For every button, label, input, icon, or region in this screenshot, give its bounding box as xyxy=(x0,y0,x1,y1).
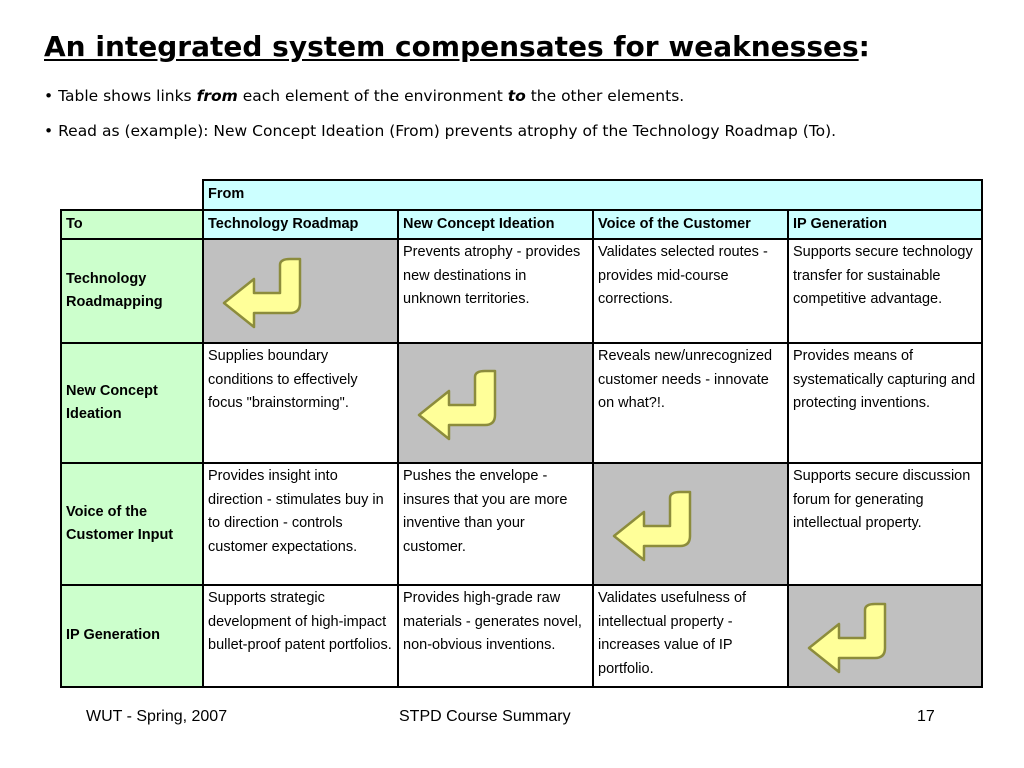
table-cell: Provides high-grade raw materials - generates novel, non-obvious inventions. xyxy=(398,585,593,687)
return-arrow-icon xyxy=(793,596,913,676)
table-row xyxy=(61,463,982,585)
slide-title-colon: : xyxy=(858,30,870,63)
column-header-new-concept-ideation: New Concept Ideation xyxy=(398,210,593,239)
column-header-row xyxy=(61,210,982,239)
footer-course: WUT - Spring, 2007 xyxy=(86,708,228,725)
table-cell: Supports secure discussion forum for generating intellectual property. xyxy=(788,463,982,585)
bullet-1-prefix: Table shows links xyxy=(58,87,197,105)
slide-title-text: An integrated system compensates for weaknesses xyxy=(44,30,859,63)
diagonal-cell xyxy=(398,343,593,463)
diagonal-cell xyxy=(203,239,398,343)
column-header-technology-roadmap: Technology Roadmap xyxy=(203,210,398,239)
column-header-voice-of-customer: Voice of the Customer xyxy=(593,210,788,239)
to-header: To xyxy=(61,210,203,239)
blank-corner xyxy=(61,180,203,210)
bullet-1-from: from xyxy=(196,87,238,105)
table-cell: Supplies boundary conditions to effectively focus "brainstorming". xyxy=(203,343,398,463)
bullet-1-mid: each element of the environment xyxy=(237,87,508,105)
table-cell: Provides insight into direction - stimulates buy in to direction - controls customer expectations. xyxy=(203,463,398,585)
diagonal-cell xyxy=(593,463,788,585)
diagonal-cell xyxy=(788,585,982,687)
table-row xyxy=(61,343,982,463)
table-cell: Supports secure technology transfer for sustainable competitive advantage. xyxy=(788,239,982,343)
return-arrow-icon xyxy=(598,484,718,564)
table-cell: Prevents atrophy - provides new destinations in unknown territories. xyxy=(398,239,593,343)
return-arrow-icon xyxy=(208,251,328,331)
table-cell: Provides means of systematically capturing and protecting inventions. xyxy=(788,343,982,463)
bullet-2: • Read as (example): New Concept Ideation (From) prevents atrophy of the Technology Roadmap (To). xyxy=(44,122,837,140)
table-cell: Supports strategic development of high-impact bullet-proof patent portfolios. xyxy=(203,585,398,687)
table-cell: Validates selected routes - provides mid-course corrections. xyxy=(593,239,788,343)
table-cell: Reveals new/unrecognized customer needs - innovate on what?!. xyxy=(593,343,788,463)
bullet-1-to: to xyxy=(507,87,526,105)
return-arrow-icon xyxy=(403,363,523,443)
footer-page-number: 17 xyxy=(917,708,935,725)
bullet-1: • Table shows links from each element of the environment to the other elements. xyxy=(44,87,685,105)
bullet-2-text: Read as (example): New Concept Ideation (From) prevents atrophy of the Technology Roadmap (To). xyxy=(58,122,837,140)
row-header-voice-of-customer-input: Voice of the Customer Input xyxy=(61,463,203,585)
column-header-ip-generation: IP Generation xyxy=(788,210,982,239)
from-header: From xyxy=(203,180,982,210)
row-header-technology-roadmapping: Technology Roadmapping xyxy=(61,239,203,343)
row-header-new-concept-ideation: New Concept Ideation xyxy=(61,343,203,463)
footer-title: STPD Course Summary xyxy=(399,708,571,725)
interaction-table xyxy=(60,179,983,688)
bullet-1-suffix: the other elements. xyxy=(525,87,685,105)
table-row xyxy=(61,585,982,687)
table-row xyxy=(61,239,982,343)
table-cell: Validates usefulness of intellectual property - increases value of IP portfolio. xyxy=(593,585,788,687)
row-header-ip-generation: IP Generation xyxy=(61,585,203,687)
table-cell: Pushes the envelope - insures that you are more inventive than your customer. xyxy=(398,463,593,585)
slide-title xyxy=(44,30,870,63)
from-header-row xyxy=(61,180,982,210)
